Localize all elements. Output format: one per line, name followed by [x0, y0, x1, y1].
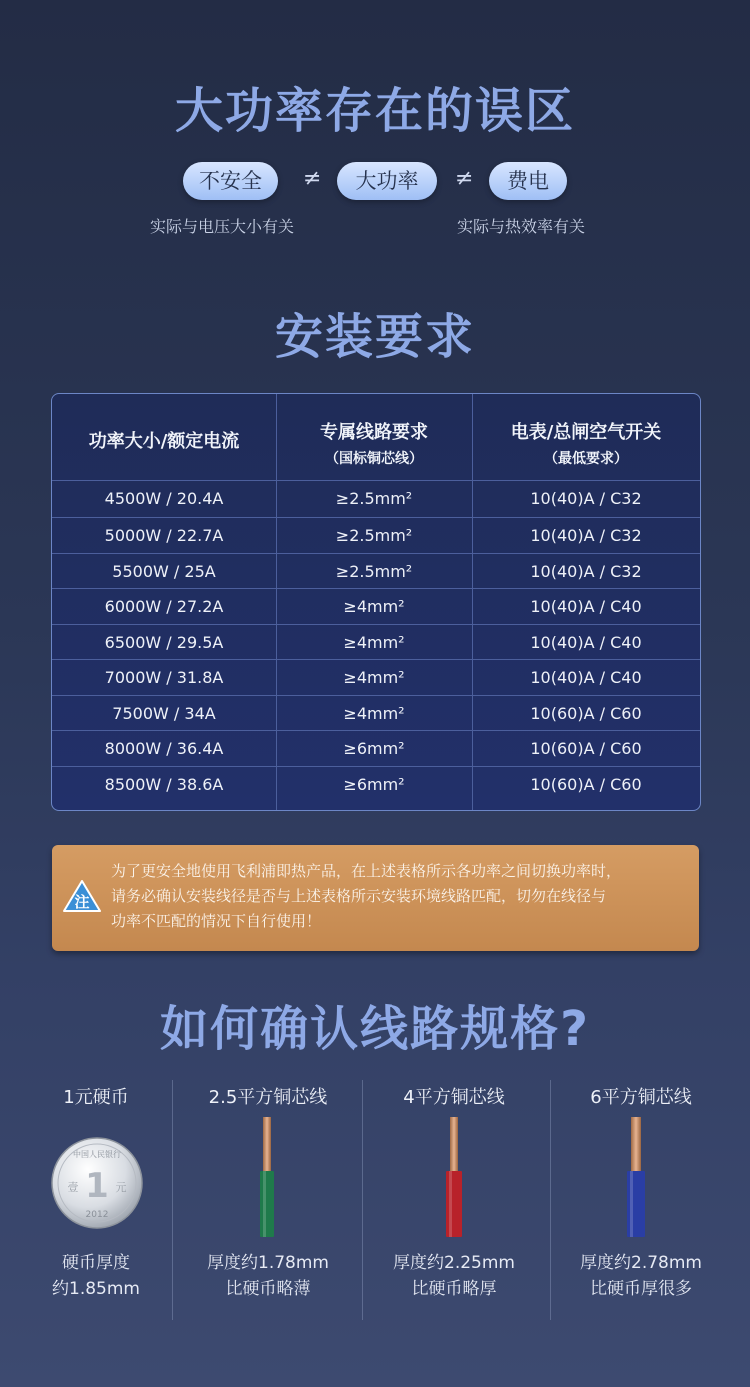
- note-icon-label: 注: [74, 893, 90, 911]
- desc-wire-2-5: [182, 1250, 354, 1302]
- section-title-check-wire: 如何确认线路规格?: [160, 1001, 590, 1057]
- header-breaker: [472, 418, 700, 468]
- note-text: [111, 859, 686, 934]
- cell-wire: ≥6mm²: [343, 739, 405, 758]
- cell-power: 5000W / 22.7A: [104, 526, 224, 545]
- wire-4-icon: [443, 1117, 465, 1237]
- table-row: [52, 696, 700, 731]
- header-breaker-label: 电表/总闸空气开关: [510, 422, 662, 443]
- cell-power: 6500W / 29.5A: [104, 633, 224, 652]
- warning-note: [52, 845, 699, 951]
- requirements-table: [51, 393, 701, 811]
- desc-line: 约1.85mm: [52, 1279, 140, 1299]
- coin-top-text: 中国人民银行: [73, 1150, 121, 1159]
- cell-wire: ≥4mm²: [343, 704, 405, 723]
- note-line: 请务必确认安装线径是否与上述表格所示安装环境线路匹配，切勿在线径与: [111, 887, 607, 905]
- desc-wire-6: [555, 1250, 727, 1302]
- desc-coin: [20, 1250, 172, 1302]
- caption-efficiency: 实际与热效率有关: [457, 217, 586, 236]
- label-wire-4: 4平方铜芯线: [403, 1087, 505, 1108]
- table-row: [52, 554, 700, 589]
- column-divider: [362, 1080, 363, 1320]
- desc-line: 硬币厚度: [62, 1253, 130, 1273]
- column-divider: [550, 1080, 551, 1320]
- coin-icon: [51, 1137, 143, 1229]
- cell-power: 5500W / 25A: [112, 562, 216, 581]
- cell-wire: ≥2.5mm²: [335, 562, 413, 581]
- cell-power: 7500W / 34A: [112, 704, 216, 723]
- wire-6-icon: [625, 1117, 647, 1237]
- cell-breaker: 10(40)A / C40: [530, 597, 642, 616]
- desc-line: 比硬币略薄: [225, 1279, 311, 1299]
- cell-breaker: 10(40)A / C40: [530, 668, 642, 687]
- label-coin: 1元硬币: [63, 1087, 129, 1108]
- cell-wire: ≥6mm²: [343, 775, 405, 794]
- note-line: 为了更安全地使用飞利浦即热产品，在上述表格所示各功率之间切换功率时，: [111, 862, 622, 880]
- desc-line: 厚度约2.25mm: [393, 1253, 515, 1273]
- coin-year-text: 2012: [85, 1210, 109, 1220]
- cell-power: 7000W / 31.8A: [104, 668, 224, 687]
- header-power: [52, 427, 276, 453]
- table-row: [52, 589, 700, 624]
- table-row: [52, 767, 700, 802]
- cell-wire: ≥2.5mm²: [335, 489, 413, 508]
- pill-unsafe: 不安全: [183, 162, 278, 200]
- cell-wire: ≥4mm²: [343, 633, 405, 652]
- cell-power: 6000W / 27.2A: [104, 597, 224, 616]
- cell-breaker: 10(40)A / C32: [530, 562, 642, 581]
- cell-power: 8500W / 38.6A: [104, 775, 224, 794]
- cell-breaker: 10(60)A / C60: [530, 704, 642, 723]
- not-equal-sign: ≠: [455, 166, 474, 191]
- warning-triangle-icon: [62, 879, 102, 913]
- header-wire-sub: （国标铜芯线）: [325, 451, 423, 467]
- pill-high-power: 大功率: [337, 162, 437, 200]
- cell-wire: ≥4mm²: [343, 668, 405, 687]
- cell-breaker: 10(40)A / C32: [530, 526, 642, 545]
- coin-left-text: 壹: [67, 1181, 79, 1194]
- column-divider: [172, 1080, 173, 1320]
- header-wire-label: 专属线路要求: [320, 422, 428, 443]
- section-title-install: 安装要求: [274, 309, 475, 365]
- note-line: 功率不匹配的情况下自行使用！: [111, 912, 322, 930]
- wire-2-5-icon: [256, 1117, 278, 1237]
- cell-wire: ≥2.5mm²: [335, 526, 413, 545]
- cell-breaker: 10(60)A / C60: [530, 775, 642, 794]
- coin-right-text: 元: [115, 1181, 127, 1194]
- label-wire-2-5: 2.5平方铜芯线: [208, 1087, 328, 1108]
- table-row: [52, 660, 700, 695]
- table-row: [52, 481, 700, 516]
- cell-breaker: 10(40)A / C40: [530, 633, 642, 652]
- desc-line: 厚度约2.78mm: [580, 1253, 702, 1273]
- desc-line: 厚度约1.78mm: [207, 1253, 329, 1273]
- header-breaker-sub: （最低要求）: [544, 451, 628, 467]
- label-wire-6: 6平方铜芯线: [590, 1087, 692, 1108]
- not-equal-sign: ≠: [303, 166, 322, 191]
- header-power-label: 功率大小/额定电流: [88, 431, 240, 452]
- pill-power-consuming: 费电: [489, 162, 567, 200]
- cell-wire: ≥4mm²: [343, 597, 405, 616]
- cell-power: 8000W / 36.4A: [104, 739, 224, 758]
- header-wire: [276, 418, 472, 468]
- caption-voltage: 实际与电压大小有关: [150, 217, 295, 236]
- cell-breaker: 10(60)A / C60: [530, 739, 642, 758]
- table-row: [52, 625, 700, 660]
- desc-line: 比硬币厚很多: [590, 1279, 692, 1299]
- section-title-misconception: 大功率存在的误区: [174, 83, 575, 139]
- table-row: [52, 518, 700, 553]
- desc-line: 比硬币略厚: [411, 1279, 497, 1299]
- desc-wire-4: [368, 1250, 540, 1302]
- coin-center-text: 1: [85, 1166, 109, 1206]
- table-row: [52, 731, 700, 766]
- cell-power: 4500W / 20.4A: [104, 489, 224, 508]
- cell-breaker: 10(40)A / C32: [530, 489, 642, 508]
